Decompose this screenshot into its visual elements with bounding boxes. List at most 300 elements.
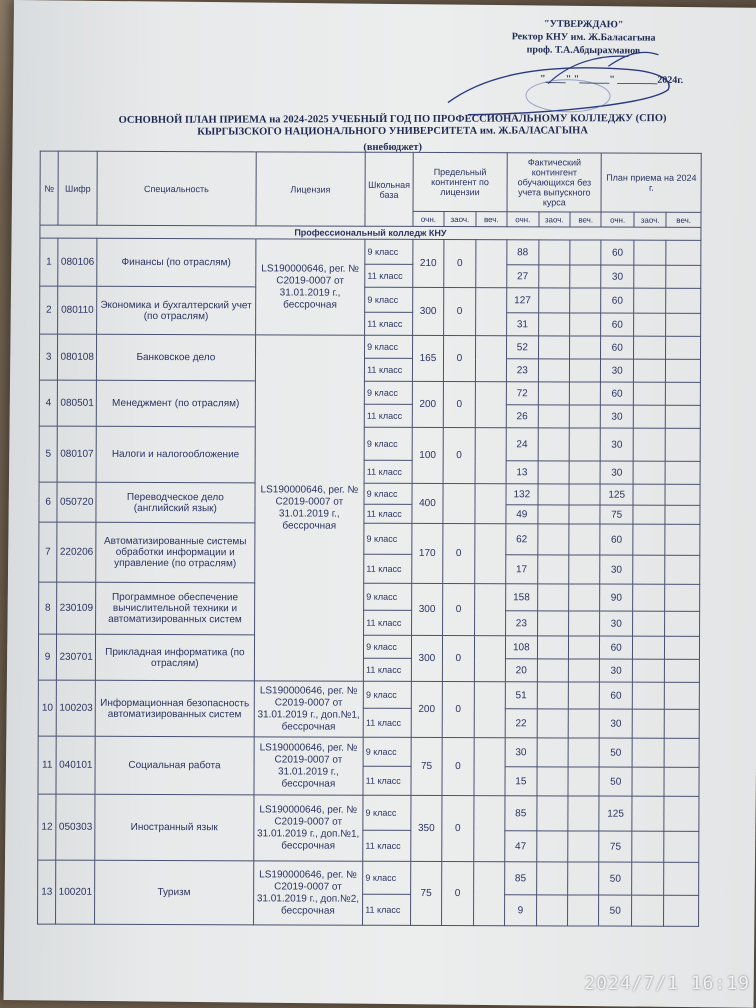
limit-ochn: 200: [411, 681, 443, 737]
plan-zaoch: [632, 709, 665, 738]
table-row: [39, 582, 700, 611]
row-license: LS190000646, рег. № С2019-0007 от 31.01.2019 г., доп.№1, бессрочная: [253, 795, 363, 861]
row-base-11: 11 класс: [364, 658, 412, 681]
sub-vech: веч.: [666, 212, 701, 227]
plan-vech: [665, 659, 700, 682]
actual-ochn: 49: [506, 505, 538, 524]
table-row: [39, 522, 700, 555]
row-base-9: 9 класс: [364, 583, 412, 610]
plan-ochn: 75: [599, 831, 632, 862]
header-code: Шифр: [58, 151, 97, 225]
row-license: LS190000646, рег. № С2019-0007 от 31.01.2019 г., бессрочная: [254, 335, 365, 681]
row-base-9: 9 класс: [363, 737, 411, 766]
row-base-9: 9 класс: [364, 523, 412, 554]
actual-vech: [568, 767, 600, 796]
actual-zaoch: [537, 767, 569, 796]
plan-vech: [665, 555, 700, 584]
actual-zaoch: [537, 584, 569, 611]
row-base-11: 11 класс: [364, 504, 412, 523]
plan-ochn: 60: [600, 682, 633, 709]
row-base-11: 11 класс: [364, 554, 412, 583]
actual-ochn: 15: [505, 767, 537, 796]
row-specialty: Финансы (по отраслям): [97, 238, 255, 287]
actual-zaoch: [537, 738, 569, 767]
limit-ochn: 200: [412, 381, 444, 427]
actual-ochn: 52: [507, 336, 539, 359]
row-code: 220206: [57, 522, 96, 582]
table-row: [38, 736, 699, 767]
row-specialty: Экономика и бухгалтерский учет (по отраслям): [97, 286, 255, 335]
plan-ochn: 30: [601, 428, 634, 461]
limit-vech: [475, 428, 507, 484]
row-specialty: Автоматизированные системы обработки информации и управление (по отраслям): [96, 522, 255, 583]
actual-vech: [570, 240, 602, 265]
plan-vech: [666, 405, 701, 428]
plan-zaoch: [633, 505, 666, 524]
row-number: 7: [39, 522, 57, 582]
actual-zaoch: [537, 682, 569, 709]
actual-zaoch: [538, 382, 570, 405]
actual-ochn: 22: [505, 709, 537, 738]
plan-vech: [666, 313, 701, 336]
actual-zaoch: [538, 336, 570, 359]
row-license: LS190000646, рег. № С2019-0007 от 31.01.2019 г., бессрочная: [254, 737, 364, 795]
actual-vech: [570, 313, 602, 336]
actual-ochn: 158: [506, 584, 538, 611]
row-code: 080108: [58, 334, 97, 380]
table-row: [38, 860, 699, 895]
header-plan: План приема на 2024 г.: [601, 153, 701, 212]
actual-ochn: 24: [506, 428, 538, 461]
section-title: Профессиональный колледж КНУ: [40, 225, 701, 240]
actual-ochn: 30: [505, 738, 537, 767]
table-row: [40, 238, 701, 265]
plan-ochn: 30: [600, 709, 633, 738]
limit-zaoch: 0: [443, 524, 475, 584]
actual-vech: [568, 738, 600, 767]
plan-vech: [666, 336, 701, 359]
plan-vech: [666, 428, 701, 461]
actual-zaoch: [537, 524, 569, 555]
actual-zaoch: [538, 265, 570, 288]
limit-zaoch: 0: [442, 682, 474, 738]
plan-vech: [665, 636, 700, 659]
actual-vech: [569, 405, 601, 428]
plan-vech: [665, 584, 700, 611]
plan-zaoch: [632, 659, 665, 682]
limit-vech: [474, 738, 506, 796]
title-line-2: КЫРГЫЗСКОГО НАЦИОНАЛЬНОГО УНИВЕРСИТЕТА им. Ж.БАЛАСАГЫНА: [197, 125, 588, 138]
row-license: LS190000646, рег. № С2019-0007 от 31.01.2019 г., доп.№2, бессрочная: [253, 861, 363, 925]
row-number: 3: [39, 334, 57, 380]
photo-timestamp: 2024/7/1 16:19: [584, 973, 750, 994]
limit-vech: [473, 796, 505, 862]
limit-zaoch: 0: [442, 738, 474, 796]
actual-zaoch: [538, 484, 570, 505]
table-row: [39, 380, 700, 405]
limit-ochn: 210: [412, 239, 444, 287]
plan-zaoch: [633, 524, 666, 555]
row-base-9: 9 класс: [364, 427, 412, 460]
limit-zaoch: 0: [443, 382, 475, 428]
row-code: 230701: [57, 634, 96, 680]
limit-zaoch: 0: [443, 584, 475, 636]
row-base-9: 9 класс: [365, 335, 413, 358]
plan-vech: [664, 767, 699, 796]
actual-vech: [570, 265, 602, 288]
limit-ochn: 75: [411, 737, 443, 795]
limit-vech: [474, 584, 506, 636]
header-actual: Фактический контингент обучающихся без учета выпускного курса: [507, 153, 602, 212]
table-row: [38, 794, 699, 831]
title-line-3: (внебюджет): [363, 141, 423, 154]
actual-vech: [569, 505, 601, 524]
plan-zaoch: [633, 584, 666, 611]
plan-zaoch: [631, 895, 664, 926]
limit-vech: [475, 382, 507, 428]
limit-ochn: 170: [411, 523, 443, 583]
actual-vech: [568, 636, 600, 659]
limit-zaoch: 0: [443, 428, 475, 484]
actual-zaoch: [538, 359, 570, 382]
sub-zaoch: заоч.: [538, 212, 570, 227]
plan-ochn: 30: [600, 659, 633, 682]
header-limit: Предельный контингент по лицензии: [413, 152, 508, 211]
actual-ochn: 132: [506, 484, 538, 505]
row-number: 11: [38, 736, 56, 794]
row-number: 2: [40, 286, 58, 334]
actual-vech: [568, 831, 600, 862]
limit-ochn: 400: [412, 483, 444, 523]
plan-vech: [666, 265, 701, 288]
plan-ochn: 30: [601, 265, 634, 288]
plan-zaoch: [633, 382, 666, 405]
actual-ochn: 17: [506, 555, 538, 584]
actual-zaoch: [538, 240, 570, 265]
actual-vech: [569, 382, 601, 405]
limit-zaoch: 0: [443, 636, 475, 682]
actual-zaoch: [537, 505, 569, 524]
actual-zaoch: [536, 895, 568, 926]
row-number: 10: [38, 680, 56, 736]
actual-ochn: 108: [506, 636, 538, 659]
row-base-9: 9 класс: [365, 239, 413, 264]
actual-vech: [568, 682, 600, 709]
row-base-11: 11 класс: [365, 264, 413, 287]
plan-zaoch: [632, 796, 665, 831]
plan-ochn: 75: [600, 505, 633, 524]
sub-ochn: очн.: [601, 212, 634, 227]
limit-vech: [474, 636, 506, 682]
plan-zaoch: [633, 484, 666, 505]
plan-zaoch: [633, 359, 666, 382]
plan-vech: [666, 288, 701, 313]
row-base-9: 9 класс: [364, 381, 412, 404]
plan-vech: [665, 461, 700, 484]
title-line-1: ОСНОВНОЙ ПЛАН ПРИЕМА на 2024-2025 УЧЕБНЫЙ ГОД ПО ПРОФЕССИОНАЛЬНОМУ КОЛЛЕДЖУ (СПО): [118, 113, 667, 126]
limit-zaoch: 0: [444, 240, 476, 288]
actual-ochn: 27: [507, 265, 539, 288]
limit-vech: [475, 484, 507, 524]
row-number: 12: [38, 794, 56, 860]
plan-vech: [665, 611, 700, 636]
plan-vech: [664, 831, 699, 862]
row-number: 4: [39, 380, 57, 426]
actual-zaoch: [537, 709, 569, 738]
limit-ochn: 300: [412, 287, 444, 335]
row-specialty: Прикладная информатика (по отраслям): [96, 634, 254, 681]
row-code: 050720: [57, 482, 96, 522]
sub-vech: веч.: [570, 212, 602, 227]
actual-vech: [568, 709, 600, 738]
actual-ochn: 23: [507, 359, 539, 382]
table-row: [39, 482, 700, 505]
actual-ochn: 85: [505, 862, 537, 895]
row-specialty: Налоги и налогообложение: [96, 426, 255, 483]
sub-ochn: очн.: [507, 212, 539, 227]
plan-vech: [666, 382, 701, 405]
row-base-11: 11 класс: [364, 404, 412, 427]
limit-ochn: 165: [412, 335, 444, 381]
sub-ochn: очн.: [413, 211, 445, 226]
plan-ochn: 50: [599, 895, 632, 926]
sub-vech: веч.: [476, 212, 508, 227]
actual-vech: [568, 895, 600, 926]
row-code: 100203: [56, 680, 95, 736]
actual-zaoch: [538, 428, 570, 461]
plan-vech: [665, 484, 700, 505]
plan-zaoch: [633, 428, 666, 461]
actual-ochn: 26: [506, 405, 538, 428]
row-specialty: Туризм: [95, 860, 254, 925]
row-code: 050303: [56, 794, 95, 860]
row-number: 6: [39, 482, 57, 522]
plan-zaoch: [634, 265, 667, 288]
limit-vech: [475, 288, 507, 336]
limit-vech: [474, 682, 506, 738]
row-base-9: 9 класс: [365, 287, 413, 312]
row-code: 100201: [56, 860, 95, 924]
actual-zaoch: [536, 796, 568, 831]
actual-vech: [569, 428, 601, 461]
actual-vech: [569, 336, 601, 359]
sub-zaoch: заоч.: [444, 212, 476, 227]
plan-ochn: 60: [601, 382, 634, 405]
row-specialty: Программное обеспечение вычислительной техники и автоматизированных систем: [96, 582, 255, 635]
row-base-11: 11 класс: [363, 894, 411, 925]
plan-vech: [664, 738, 699, 767]
plan-zaoch: [633, 555, 666, 584]
limit-ochn: 350: [410, 795, 442, 861]
actual-ochn: 62: [506, 524, 538, 555]
plan-ochn: 60: [600, 524, 633, 555]
row-number: 8: [39, 582, 57, 634]
row-license: LS190000646, рег. № С2019-0007 от 31.01.2019 г., доп.№1, бессрочная: [254, 681, 364, 737]
actual-vech: [569, 524, 601, 555]
row-code: 080501: [58, 380, 97, 426]
limit-vech: [475, 240, 507, 288]
plan-vech: [666, 240, 701, 265]
plan-zaoch: [632, 767, 665, 796]
actual-zaoch: [537, 636, 569, 659]
plan-ochn: 30: [601, 461, 634, 484]
actual-zaoch: [538, 461, 570, 484]
sub-zaoch: заоч.: [634, 212, 667, 227]
row-specialty: Переводческое дело (английский язык): [96, 482, 254, 523]
plan-ochn: 60: [601, 288, 634, 313]
plan-ochn: 60: [601, 313, 634, 336]
row-base-9: 9 класс: [363, 681, 411, 708]
table-row: [40, 286, 701, 313]
row-specialty: Информационная безопасность автоматизированных систем: [95, 680, 254, 737]
actual-zaoch: [537, 611, 569, 636]
actual-zaoch: [538, 313, 570, 336]
actual-vech: [569, 611, 601, 636]
plan-zaoch: [632, 738, 665, 767]
plan-ochn: 60: [600, 636, 633, 659]
plan-ochn: 30: [600, 555, 633, 584]
row-base-11: 11 класс: [364, 460, 412, 483]
plan-ochn: 30: [601, 405, 634, 428]
actual-zaoch: [536, 831, 568, 862]
row-base-11: 11 класс: [365, 358, 413, 381]
approval-rector: Ректор КНУ им. Ж.Баласагына: [511, 31, 656, 44]
plan-vech: [666, 359, 701, 382]
row-base-9: 9 класс: [363, 861, 411, 894]
plan-zaoch: [633, 313, 666, 336]
actual-ochn: 47: [505, 831, 537, 862]
row-specialty: Иностранный язык: [95, 794, 254, 861]
header-base: Школьная база: [365, 152, 413, 226]
actual-vech: [568, 659, 600, 682]
header-no: №: [40, 151, 59, 225]
limit-zaoch: 0: [442, 862, 474, 926]
limit-ochn: 300: [411, 583, 443, 635]
actual-zaoch: [538, 288, 570, 313]
row-number: 1: [40, 238, 58, 286]
admission-plan-table: [37, 151, 702, 927]
header-license: Лицензия: [256, 152, 366, 226]
actual-ochn: 72: [506, 382, 538, 405]
actual-vech: [569, 555, 601, 584]
actual-vech: [569, 484, 601, 505]
table-row: [38, 634, 699, 659]
plan-vech: [664, 862, 699, 895]
actual-zaoch: [537, 659, 569, 682]
actual-vech: [568, 862, 600, 895]
actual-zaoch: [538, 405, 570, 428]
actual-zaoch: [536, 862, 568, 895]
actual-vech: [569, 359, 601, 382]
plan-ochn: 50: [599, 862, 632, 895]
plan-zaoch: [633, 405, 666, 428]
row-code: 080110: [58, 286, 97, 334]
limit-ochn: 100: [412, 427, 444, 483]
limit-vech: [474, 524, 506, 584]
table-row: [40, 334, 701, 359]
row-base-9: 9 класс: [363, 795, 411, 830]
row-code: 040101: [56, 736, 95, 794]
row-base-11: 11 класс: [364, 610, 412, 635]
plan-zaoch: [632, 611, 665, 636]
plan-vech: [665, 682, 700, 709]
row-code: 230109: [57, 582, 96, 634]
plan-vech: [664, 895, 699, 926]
document-sheet: [4, 0, 756, 1008]
approval-heading: "УТВЕРЖДАЮ": [543, 18, 624, 31]
plan-ochn: 125: [599, 796, 632, 831]
actual-ochn: 85: [505, 796, 537, 831]
limit-zaoch: 0: [444, 288, 476, 336]
row-base-11: 11 класс: [363, 766, 411, 795]
row-specialty: Банковское дело: [97, 334, 255, 381]
plan-ochn: 60: [601, 240, 634, 265]
plan-zaoch: [634, 240, 667, 265]
actual-vech: [569, 461, 601, 484]
approval-name: проф. Т.А.Абдырахманов: [526, 44, 641, 57]
plan-vech: [665, 505, 700, 524]
row-license: LS190000646, рег. № С2019-0007 от 31.01.2019 г., бессрочная: [255, 239, 365, 335]
plan-ochn: 50: [599, 767, 632, 796]
limit-zaoch: 0: [442, 796, 474, 862]
row-number: 13: [38, 860, 56, 924]
plan-zaoch: [634, 288, 667, 313]
limit-ochn: 75: [410, 861, 442, 925]
limit-vech: [475, 336, 507, 382]
plan-zaoch: [632, 682, 665, 709]
actual-vech: [568, 796, 600, 831]
approval-date: "____" "______" ________2024г.: [540, 73, 684, 87]
plan-vech: [664, 796, 699, 831]
actual-ochn: 9: [505, 895, 537, 926]
row-number: 9: [38, 634, 56, 680]
actual-ochn: 88: [507, 240, 539, 265]
plan-zaoch: [633, 461, 666, 484]
approval-block: [483, 17, 684, 87]
plan-zaoch: [632, 636, 665, 659]
row-base-11: 11 класс: [363, 708, 411, 737]
row-base-11: 11 класс: [363, 830, 411, 861]
row-specialty: Социальная работа: [95, 736, 254, 795]
actual-ochn: 51: [505, 682, 537, 709]
actual-ochn: 20: [505, 659, 537, 682]
plan-zaoch: [633, 336, 666, 359]
plan-zaoch: [632, 831, 665, 862]
plan-ochn: 60: [601, 336, 634, 359]
plan-ochn: 30: [601, 359, 634, 382]
actual-vech: [569, 584, 601, 611]
row-base-9: 9 класс: [364, 483, 412, 504]
limit-zaoch: 0: [444, 336, 476, 382]
actual-ochn: 31: [507, 313, 539, 336]
actual-ochn: 23: [506, 611, 538, 636]
actual-ochn: 13: [506, 461, 538, 484]
plan-ochn: 125: [600, 484, 633, 505]
row-number: 5: [39, 426, 57, 482]
actual-vech: [570, 288, 602, 313]
row-code: 080106: [58, 238, 97, 286]
row-specialty: Менеджмент (по отраслям): [96, 380, 254, 427]
table-row: [39, 426, 700, 461]
actual-ochn: 127: [507, 288, 539, 313]
table-row: [38, 680, 699, 709]
limit-vech: [473, 862, 505, 926]
plan-ochn: 90: [600, 584, 633, 611]
plan-zaoch: [632, 862, 665, 895]
plan-vech: [665, 709, 700, 738]
limit-ochn: 300: [411, 635, 443, 681]
plan-ochn: 50: [600, 738, 633, 767]
